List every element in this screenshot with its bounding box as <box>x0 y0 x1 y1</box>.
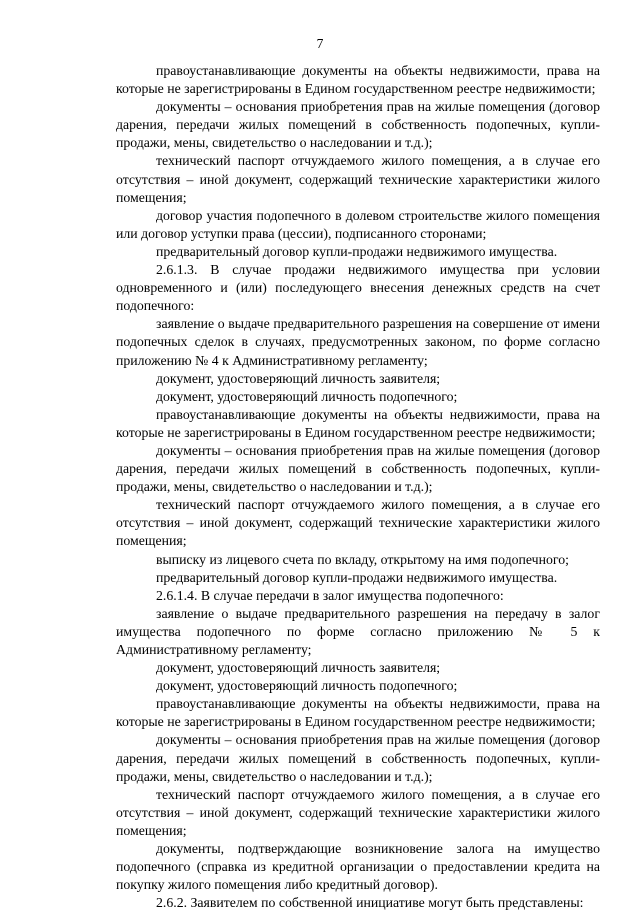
paragraph: правоустанавливающие документы на объекты недвижимости, права на которые не зарегистрированы в Едином государственном реестре недвижимости; <box>116 63 600 97</box>
paragraph: правоустанавливающие документы на объекты недвижимости, права на которые не зарегистрированы в Едином государственном реестре недвижимости; <box>116 696 600 730</box>
paragraph: заявление о выдаче предварительного разрешения на совершение от имени подопечных сделок в случаях, предусмотренных законом, по форме согласно приложению № 4 к Административному регламенту; <box>116 316 600 368</box>
paragraph: предварительный договор купли-продажи недвижимого имущества. <box>156 243 558 259</box>
page-number: 7 <box>316 36 324 51</box>
paragraph: договор участия подопечного в долевом строительстве жилого помещения или договор уступки права (цессии), подписанного сторонами; <box>116 207 600 241</box>
paragraph: документы – основания приобретения прав на жилые помещения (договор дарения, передачи жилых помещений в собственность подопечных, купли-продажи, мены, свидетельство о наследовании и т.д.); <box>116 442 600 495</box>
paragraph: документ, удостоверяющий личность подопечного; <box>156 678 458 694</box>
paragraph: выписку из лицевого счета по вкладу, открытому на имя подопечного; <box>156 551 569 567</box>
paragraph: 2.6.2. Заявителем по собственной инициативе могут быть представлены: <box>156 895 584 911</box>
paragraph: документы, подтверждающие возникновение залога на имущество подопечного (справка из кредитной организации о предоставлении кредита на покупку жилого помещения либо кредитный договор). <box>116 841 600 893</box>
paragraph: документы – основания приобретения прав на жилые помещения (договор дарения, передачи жилых помещений в собственность подопечных, купли-продажи, мены, свидетельство о наследовании и т.д.); <box>116 732 600 784</box>
paragraph: документ, удостоверяющий личность заявителя; <box>156 660 441 676</box>
paragraph: заявление о выдаче предварительного разрешения на передачу в залог имущества подопечного по форме согласно приложению № 5 к Административному регламенту; <box>116 605 600 657</box>
paragraph: предварительный договор купли-продажи недвижимого имущества. <box>156 569 558 585</box>
paragraph: правоустанавливающие документы на объекты недвижимости, права на которые не зарегистрированы в Едином государственном реестре недвижимости; <box>116 406 600 440</box>
paragraph: технический паспорт отчуждаемого жилого помещения, а в случае его отсутствия – иной документ, содержащий технические характеристики жилого помещения; <box>116 786 600 838</box>
paragraph: документы – основания приобретения прав на жилые помещения (договор дарения, передачи жилых помещений в собственность подопечных, купли-продажи, мены, свидетельство о наследовании и т.д.); <box>116 99 600 151</box>
paragraph: документ, удостоверяющий личность подопечного; <box>156 388 458 404</box>
paragraph: технический паспорт отчуждаемого жилого помещения, а в случае его отсутствия – иной документ, содержащий технические характеристики жилого помещения; <box>116 497 600 549</box>
document-body <box>116 62 600 912</box>
paragraph: технический паспорт отчуждаемого жилого помещения, а в случае его отсутствия – иной документ, содержащий технические характеристики жилого помещения; <box>116 153 600 205</box>
paragraph: документ, удостоверяющий личность заявителя; <box>156 370 441 386</box>
paragraph: 2.6.1.4. В случае передачи в залог имущества подопечного: <box>156 587 504 603</box>
paragraph: 2.6.1.3. В случае продажи недвижимого имущества при условии одновременного и (или) последующего внесения денежных средств на счет подопечного: <box>116 262 600 314</box>
